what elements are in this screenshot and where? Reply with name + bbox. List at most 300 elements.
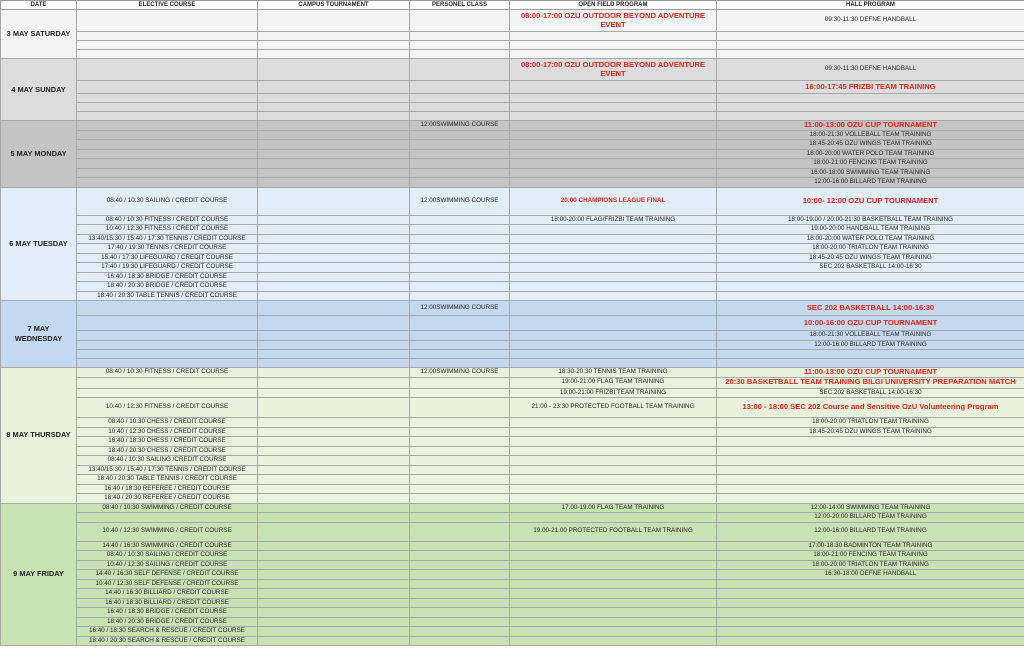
personel-class-cell xyxy=(410,418,510,428)
schedule-row xyxy=(1,94,1024,103)
hall-program-cell xyxy=(717,32,1024,41)
hall-program-cell: 16:00-18:00 SWIMMING TEAM TRAINING xyxy=(717,168,1024,178)
schedule-row xyxy=(1,617,1024,627)
schedule-row xyxy=(1,121,1024,131)
hall-program-cell: 18:00-20:00 TRIATLON TEAM TRAINING xyxy=(717,560,1024,570)
open-field-cell xyxy=(510,456,717,466)
campus-tournament-cell xyxy=(258,494,410,504)
schedule-row xyxy=(1,81,1024,94)
campus-tournament-cell xyxy=(258,484,410,494)
schedule-row xyxy=(1,503,1024,513)
open-field-cell xyxy=(510,608,717,618)
campus-tournament-cell xyxy=(258,81,410,94)
elective-cell xyxy=(77,359,258,368)
elective-cell: 13:40/15:30 / 15:40 / 17:30 TENNIS / CREDIT COURSE xyxy=(77,234,258,244)
personel-class-cell xyxy=(410,331,510,341)
personel-class-cell xyxy=(410,388,510,398)
campus-tournament-cell xyxy=(258,418,410,428)
open-field-cell xyxy=(510,589,717,599)
campus-tournament-cell xyxy=(258,301,410,316)
personel-class-cell xyxy=(410,168,510,178)
hall-program-cell: SEC 202 BASKETBALL 14:00-16:30 xyxy=(717,301,1024,316)
hall-program-cell xyxy=(717,446,1024,456)
open-field-cell xyxy=(510,541,717,551)
campus-tournament-cell xyxy=(258,291,410,301)
elective-cell: 18:40 / 20:30 BRIDGE / CREDIT COURSE xyxy=(77,617,258,627)
open-field-cell xyxy=(510,427,717,437)
campus-tournament-cell xyxy=(258,608,410,618)
campus-tournament-cell xyxy=(258,103,410,112)
elective-cell xyxy=(77,112,258,121)
day-date-cell: 6 MAY TUESDAY xyxy=(1,187,77,301)
schedule-row xyxy=(1,456,1024,466)
personel-class-cell xyxy=(410,456,510,466)
elective-cell: 13:40/15:30 / 15:40 / 17:30 TENNIS / CREDIT COURSE xyxy=(77,465,258,475)
open-field-cell xyxy=(510,301,717,316)
personel-class-cell xyxy=(410,10,510,32)
hall-program-cell: 18:00-19:00 / 20:00-21:30 BASKETBALL TEAM TRAINING xyxy=(717,215,1024,225)
schedule-row xyxy=(1,636,1024,646)
schedule-row xyxy=(1,368,1024,378)
open-field-cell xyxy=(510,291,717,301)
elective-cell: 18:40 / 20:30 BRIDGE / CREDIT COURSE xyxy=(77,282,258,292)
personel-class-cell xyxy=(410,316,510,331)
schedule-row xyxy=(1,244,1024,254)
elective-cell xyxy=(77,94,258,103)
personel-class-cell xyxy=(410,589,510,599)
hall-program-cell xyxy=(717,598,1024,608)
personel-class-cell: 12:00SWIMMING COURSE xyxy=(410,368,510,378)
hall-program-cell: 09:30-11:30 DEFNE HANDBALL xyxy=(717,59,1024,81)
campus-tournament-cell xyxy=(258,331,410,341)
elective-cell xyxy=(77,50,258,59)
hall-program-cell: 18:00-21:30 VOLLEBALL TEAM TRAINING xyxy=(717,130,1024,140)
open-field-cell xyxy=(510,32,717,41)
schedule-row xyxy=(1,168,1024,178)
elective-cell: 10:40 / 12:30 CHESS / CREDIT COURSE xyxy=(77,427,258,437)
hall-program-cell xyxy=(717,627,1024,637)
elective-cell xyxy=(77,178,258,188)
open-field-cell xyxy=(510,225,717,235)
elective-cell: 17:40 / 19:30 LIFEGUARD / CREDIT COURSE xyxy=(77,263,258,273)
hall-program-cell xyxy=(717,272,1024,282)
schedule-row xyxy=(1,59,1024,81)
campus-tournament-cell xyxy=(258,10,410,32)
open-field-cell xyxy=(510,112,717,121)
open-field-cell: 19.00-21.00 PROTECTED FOOTBALL TEAM TRAINING xyxy=(510,522,717,541)
open-field-cell xyxy=(510,178,717,188)
elective-cell xyxy=(77,130,258,140)
open-field-cell xyxy=(510,168,717,178)
elective-cell: 08:40 / 10:30 SAILING /CREDIT COURSE xyxy=(77,456,258,466)
schedule-row xyxy=(1,187,1024,215)
elective-cell xyxy=(77,41,258,50)
campus-tournament-cell xyxy=(258,617,410,627)
elective-cell: 16:40 / 18:30 REFEREE / CREDIT COURSE xyxy=(77,484,258,494)
campus-tournament-cell xyxy=(258,140,410,150)
elective-cell: 14:40 / 16:30 BILLIARD / CREDIT COURSE xyxy=(77,589,258,599)
open-field-cell xyxy=(510,263,717,273)
elective-cell: 16:40 / 18:30 BRIDGE / CREDIT COURSE xyxy=(77,608,258,618)
open-field-cell: 19:00-21:00 FRIZBI TEAM TRAINING xyxy=(510,388,717,398)
campus-tournament-cell xyxy=(258,187,410,215)
hall-program-cell: 18:00-21:00 FENCING TEAM TRAINING xyxy=(717,159,1024,169)
open-field-cell xyxy=(510,159,717,169)
personel-class-cell xyxy=(410,340,510,350)
hall-program-cell xyxy=(717,456,1024,466)
personel-class-cell xyxy=(410,94,510,103)
personel-class-cell xyxy=(410,551,510,561)
campus-tournament-cell xyxy=(258,598,410,608)
hall-program-cell: 10:00- 12:00 OZU CUP TOURNAMENT xyxy=(717,187,1024,215)
personel-class-cell xyxy=(410,608,510,618)
hall-program-cell: 18:45-20:45 OZU WINGS TEAM TRAINING xyxy=(717,253,1024,263)
campus-tournament-cell xyxy=(258,130,410,140)
schedule-row xyxy=(1,522,1024,541)
hall-program-cell xyxy=(717,494,1024,504)
header-campus-tournament: CAMPUS TOURNAMENT xyxy=(258,1,410,10)
personel-class-cell xyxy=(410,234,510,244)
personel-class-cell: 12:00SWIMMING COURSE xyxy=(410,121,510,131)
personel-class-cell xyxy=(410,579,510,589)
personel-class-cell xyxy=(410,522,510,541)
elective-cell xyxy=(77,301,258,316)
elective-cell: 18:40 / 20:30 SEARCH & RESCUE / CREDIT COURSE xyxy=(77,636,258,646)
personel-class-cell xyxy=(410,282,510,292)
elective-cell: 08:40 / 10:30 CHESS / CREDIT COURSE xyxy=(77,418,258,428)
elective-cell: 08:40 / 10:30 SAILING / CREDIT COURSE xyxy=(77,551,258,561)
schedule-row xyxy=(1,398,1024,418)
campus-tournament-cell xyxy=(258,513,410,523)
elective-cell: 08:40 / 10:30 SAILING / CREDIT COURSE xyxy=(77,187,258,215)
campus-tournament-cell xyxy=(258,94,410,103)
campus-tournament-cell xyxy=(258,234,410,244)
personel-class-cell xyxy=(410,149,510,159)
campus-tournament-cell xyxy=(258,272,410,282)
campus-tournament-cell xyxy=(258,350,410,359)
open-field-cell: 08:00-17:00 OZU OUTDOOR BEYOND ADVENTURE EVENT xyxy=(510,59,717,81)
elective-cell xyxy=(77,121,258,131)
personel-class-cell xyxy=(410,427,510,437)
elective-cell xyxy=(77,10,258,32)
open-field-cell xyxy=(510,551,717,561)
hall-program-cell xyxy=(717,617,1024,627)
hall-program-cell xyxy=(717,350,1024,359)
day-date-cell: 5 MAY MONDAY xyxy=(1,121,77,188)
open-field-cell xyxy=(510,140,717,150)
open-field-cell: 19:00-21:00 FLAG TEAM TRAINING xyxy=(510,377,717,388)
elective-cell xyxy=(77,81,258,94)
open-field-cell xyxy=(510,627,717,637)
personel-class-cell xyxy=(410,291,510,301)
hall-program-cell: 18:00-20:00 TRIATLON TEAM TRAINING xyxy=(717,418,1024,428)
open-field-cell xyxy=(510,359,717,368)
open-field-cell xyxy=(510,253,717,263)
hall-program-cell xyxy=(717,359,1024,368)
personel-class-cell xyxy=(410,437,510,447)
schedule-row xyxy=(1,484,1024,494)
hall-program-cell: 12:00-20:00 BILLARD TEAM TRAINING xyxy=(717,513,1024,523)
elective-cell xyxy=(77,331,258,341)
campus-tournament-cell xyxy=(258,636,410,646)
campus-tournament-cell xyxy=(258,465,410,475)
open-field-cell: 20:00 CHAMPIONS LEAGUE FINAL xyxy=(510,187,717,215)
personel-class-cell xyxy=(410,41,510,50)
day-date-cell: 7 MAY WEDNESDAY xyxy=(1,301,77,368)
campus-tournament-cell xyxy=(258,112,410,121)
open-field-cell xyxy=(510,103,717,112)
personel-class-cell xyxy=(410,484,510,494)
personel-class-cell xyxy=(410,130,510,140)
elective-cell xyxy=(77,168,258,178)
schedule-row xyxy=(1,225,1024,235)
elective-cell: 10:40 / 12:30 SAILING / CREDIT COURSE xyxy=(77,560,258,570)
header-hall-program: HALL PROGRAM xyxy=(717,1,1024,10)
schedule-row xyxy=(1,291,1024,301)
open-field-cell xyxy=(510,465,717,475)
elective-cell: 18:40 / 20:30 TABLE TENNIS / CREDIT COURSE xyxy=(77,291,258,301)
schedule-row xyxy=(1,551,1024,561)
elective-cell: 16:40 / 18:30 SEARCH & RESCUE / CREDIT COURSE xyxy=(77,627,258,637)
campus-tournament-cell xyxy=(258,398,410,418)
hall-program-cell: 12:00-16:00 BILLARD TEAM TRAINING xyxy=(717,522,1024,541)
campus-tournament-cell xyxy=(258,32,410,41)
schedule-row xyxy=(1,513,1024,523)
header-personel-class: PERSONEL CLASS xyxy=(410,1,510,10)
campus-tournament-cell xyxy=(258,522,410,541)
open-field-cell xyxy=(510,81,717,94)
campus-tournament-cell xyxy=(258,168,410,178)
hall-program-cell: 10:00-16:00 OZU CUP TOURNAMENT xyxy=(717,316,1024,331)
open-field-cell: 08:00-17:00 OZU OUTDOOR BEYOND ADVENTURE EVENT xyxy=(510,10,717,32)
schedule-row xyxy=(1,418,1024,428)
hall-program-cell xyxy=(717,94,1024,103)
schedule-row xyxy=(1,377,1024,388)
personel-class-cell xyxy=(410,81,510,94)
personel-class-cell xyxy=(410,112,510,121)
schedule-row xyxy=(1,301,1024,316)
day-date-cell: 9 MAY FRIDAY xyxy=(1,503,77,646)
personel-class-cell xyxy=(410,494,510,504)
schedule-row xyxy=(1,608,1024,618)
hall-program-cell: 18:45-20:45 OZU WINGS TEAM TRAINING xyxy=(717,140,1024,150)
schedule-row xyxy=(1,598,1024,608)
elective-cell: 08:40 / 10:30 SWIMMING / CREDIT COURSE xyxy=(77,503,258,513)
hall-program-cell xyxy=(717,636,1024,646)
open-field-cell xyxy=(510,484,717,494)
open-field-cell xyxy=(510,149,717,159)
campus-tournament-cell xyxy=(258,340,410,350)
open-field-cell xyxy=(510,50,717,59)
hall-program-cell xyxy=(717,437,1024,447)
elective-cell xyxy=(77,32,258,41)
campus-tournament-cell xyxy=(258,503,410,513)
elective-cell: 18:40 / 20:30 TABLE TENNIS / CREDIT COURSE xyxy=(77,475,258,485)
elective-cell: 18:40 / 20:30 CHESS / CREDIT COURSE xyxy=(77,446,258,456)
schedule-body xyxy=(1,10,1024,646)
schedule-row xyxy=(1,234,1024,244)
schedule-row xyxy=(1,10,1024,32)
elective-cell: 18:40 / 20:30 REFEREE / CREDIT COURSE xyxy=(77,494,258,504)
hall-program-cell: SEC 202 BASKETBALL 14:00-16:30 xyxy=(717,388,1024,398)
open-field-cell xyxy=(510,437,717,447)
schedule-row xyxy=(1,627,1024,637)
hall-program-cell xyxy=(717,579,1024,589)
schedule-row xyxy=(1,316,1024,331)
hall-program-cell xyxy=(717,41,1024,50)
hall-program-cell xyxy=(717,608,1024,618)
open-field-cell: 18:00-20:00 FLAG/FRIZBI TEAM TRAINING xyxy=(510,215,717,225)
open-field-cell xyxy=(510,475,717,485)
campus-tournament-cell xyxy=(258,456,410,466)
campus-tournament-cell xyxy=(258,244,410,254)
campus-tournament-cell xyxy=(258,41,410,50)
elective-cell: 08:40 / 10:30 FITNESS / CREDIT COURSE xyxy=(77,215,258,225)
open-field-cell xyxy=(510,560,717,570)
schedule-row xyxy=(1,41,1024,50)
hall-program-cell: 12:00-16:00 BILLARD TEAM TRAINING xyxy=(717,178,1024,188)
open-field-cell xyxy=(510,244,717,254)
personel-class-cell xyxy=(410,627,510,637)
elective-cell xyxy=(77,388,258,398)
personel-class-cell xyxy=(410,140,510,150)
open-field-cell xyxy=(510,331,717,341)
elective-cell: 08:40 / 10:30 FITNESS / CREDIT COURSE xyxy=(77,368,258,378)
personel-class-cell xyxy=(410,215,510,225)
personel-class-cell xyxy=(410,598,510,608)
hall-program-cell: 13:00 - 18:00 SEC 202 Course and Sensitive OzU Volunteering Program xyxy=(717,398,1024,418)
header-row xyxy=(1,1,1024,10)
campus-tournament-cell xyxy=(258,121,410,131)
schedule-row xyxy=(1,272,1024,282)
campus-tournament-cell xyxy=(258,282,410,292)
personel-class-cell xyxy=(410,244,510,254)
open-field-cell xyxy=(510,340,717,350)
elective-cell: 10:40 / 12:30 FITNESS / CREDIT COURSE xyxy=(77,225,258,235)
campus-tournament-cell xyxy=(258,437,410,447)
personel-class-cell xyxy=(410,377,510,388)
campus-tournament-cell xyxy=(258,59,410,81)
schedule-row xyxy=(1,282,1024,292)
hall-program-cell: 20:30 BASKETBALL TEAM TRAINING BILGI UNIVERSITY PREPARATION MATCH xyxy=(717,377,1024,388)
open-field-cell xyxy=(510,234,717,244)
elective-cell xyxy=(77,350,258,359)
schedule-row xyxy=(1,350,1024,359)
personel-class-cell xyxy=(410,159,510,169)
personel-class-cell xyxy=(410,178,510,188)
hall-program-cell xyxy=(717,282,1024,292)
hall-program-cell: SEC 202 BASKETBALL 14:00-16:30 xyxy=(717,263,1024,273)
elective-cell: 15:40 / 17:30 LIFEGUARD / CREDIT COURSE xyxy=(77,253,258,263)
schedule-row xyxy=(1,570,1024,580)
open-field-cell xyxy=(510,513,717,523)
schedule-row xyxy=(1,253,1024,263)
open-field-cell xyxy=(510,579,717,589)
schedule-row xyxy=(1,359,1024,368)
hall-program-cell: 11:00-13:00 OZU CUP TOURNAMENT xyxy=(717,121,1024,131)
hall-program-cell: 16:00-17:45 FRIZBI TEAM TRAINING xyxy=(717,81,1024,94)
schedule-row xyxy=(1,32,1024,41)
personel-class-cell xyxy=(410,225,510,235)
hall-program-cell: 17:00-18:30 BADMINTON TEAM TRAINING xyxy=(717,541,1024,551)
open-field-cell: 17.00-19.00 FLAG TEAM TRAINING xyxy=(510,503,717,513)
personel-class-cell xyxy=(410,398,510,418)
campus-tournament-cell xyxy=(258,427,410,437)
schedule-row xyxy=(1,140,1024,150)
personel-class-cell xyxy=(410,570,510,580)
personel-class-cell xyxy=(410,541,510,551)
schedule-row xyxy=(1,103,1024,112)
elective-cell: 16:40 / 18:30 BILLIARD / CREDIT COURSE xyxy=(77,598,258,608)
campus-tournament-cell xyxy=(258,50,410,59)
campus-tournament-cell xyxy=(258,579,410,589)
campus-tournament-cell xyxy=(258,253,410,263)
hall-program-cell: 18:00-20:00 WATER POLO TEAM TRAINING xyxy=(717,149,1024,159)
hall-program-cell xyxy=(717,50,1024,59)
hall-program-cell: 18:00-21:00 FENCING TEAM TRAINING xyxy=(717,551,1024,561)
open-field-cell xyxy=(510,570,717,580)
schedule-row xyxy=(1,589,1024,599)
personel-class-cell xyxy=(410,503,510,513)
day-date-cell: 4 MAY SUNDAY xyxy=(1,59,77,121)
schedule-row xyxy=(1,263,1024,273)
elective-cell xyxy=(77,340,258,350)
hall-program-cell: 11:00-13:00 OZU CUP TOURNAMENT xyxy=(717,368,1024,378)
schedule-row xyxy=(1,50,1024,59)
hall-program-cell xyxy=(717,112,1024,121)
elective-cell: 16:40 / 18:30 BRIDGE / CREDIT COURSE xyxy=(77,272,258,282)
open-field-cell xyxy=(510,282,717,292)
personel-class-cell xyxy=(410,446,510,456)
open-field-cell: 21:00 - 23:30 PROTECTED FOOTBALL TEAM TRAINING xyxy=(510,398,717,418)
open-field-cell xyxy=(510,130,717,140)
campus-tournament-cell xyxy=(258,560,410,570)
personel-class-cell xyxy=(410,50,510,59)
elective-cell xyxy=(77,377,258,388)
hall-program-cell: 09:30-11:30 DEFNE HANDBALL xyxy=(717,10,1024,32)
personel-class-cell xyxy=(410,350,510,359)
campus-tournament-cell xyxy=(258,475,410,485)
campus-tournament-cell xyxy=(258,446,410,456)
hall-program-cell xyxy=(717,291,1024,301)
campus-tournament-cell xyxy=(258,570,410,580)
schedule-row xyxy=(1,112,1024,121)
open-field-cell xyxy=(510,636,717,646)
elective-cell: 16:40 / 18:30 CHESS / CREDIT COURSE xyxy=(77,437,258,447)
personel-class-cell xyxy=(410,359,510,368)
schedule-row xyxy=(1,340,1024,350)
personel-class-cell xyxy=(410,103,510,112)
open-field-cell xyxy=(510,598,717,608)
campus-tournament-cell xyxy=(258,368,410,378)
open-field-cell xyxy=(510,272,717,282)
elective-cell xyxy=(77,59,258,81)
schedule-row xyxy=(1,465,1024,475)
personel-class-cell xyxy=(410,465,510,475)
header-elective-course: ELECTIVE COURSE xyxy=(77,1,258,10)
campus-tournament-cell xyxy=(258,225,410,235)
schedule-row xyxy=(1,437,1024,447)
personel-class-cell xyxy=(410,475,510,485)
personel-class-cell xyxy=(410,253,510,263)
personel-class-cell xyxy=(410,263,510,273)
hall-program-cell xyxy=(717,484,1024,494)
open-field-cell: 18:30-20:30 TENNIS TEAM TRAINING xyxy=(510,368,717,378)
schedule-row xyxy=(1,159,1024,169)
elective-cell: 10:40 / 12:30 FITNESS / CREDIT COURSE xyxy=(77,398,258,418)
open-field-cell xyxy=(510,121,717,131)
open-field-cell xyxy=(510,494,717,504)
